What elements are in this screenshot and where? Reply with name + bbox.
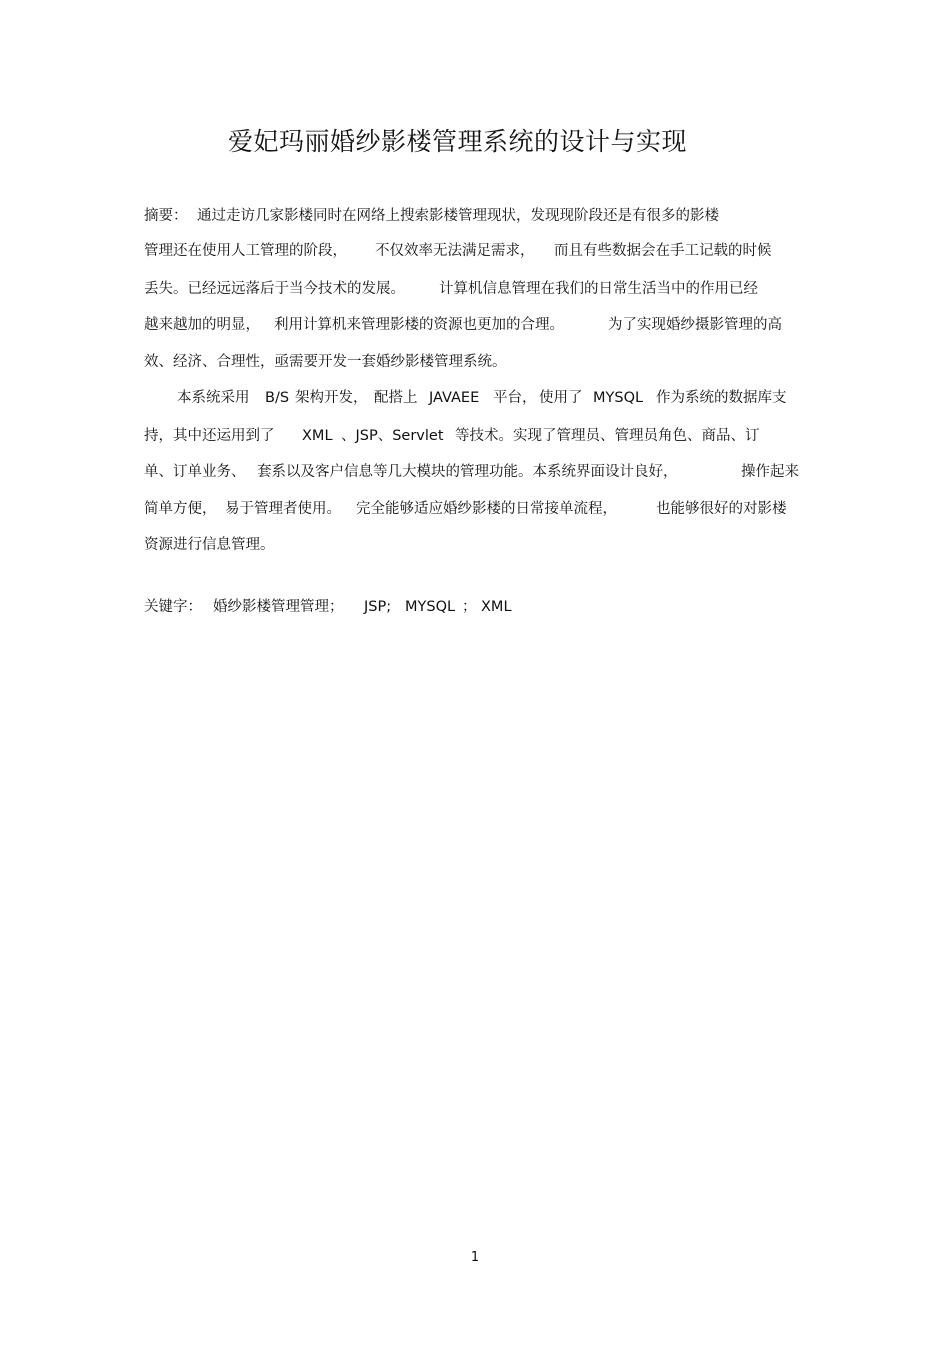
abstract-text: 通过走访几家影楼同时在网络上搜索影楼管理现状，发现现阶段还是有很多的影楼 [197,208,719,224]
body-text: XML [302,428,333,444]
body-text: 作为系统的数据库支 [656,390,787,406]
body-text: 简单方便， [144,501,217,517]
body-text: JAVAEE [429,390,480,406]
body-text: 等技术。实现了管理员、管理员角色、商品、订 [455,428,760,444]
abstract-text: 越来越加的明显， [144,317,260,333]
keyword: JSP; [364,599,392,615]
body-text: 配搭上 [374,390,418,406]
body-text: 资源进行信息管理。 [144,537,275,553]
body-text: 易于管理者使用。 [225,501,341,517]
abstract-text: 效、经济、合理性，亟需要开发一套婚纱影楼管理系统。 [144,354,507,370]
abstract-text: 不仅效率无法满足需求， [375,243,535,259]
body-text: 完全能够适应婚纱影楼的日常接单流程， [356,501,617,517]
body-text: 持，其中还运用到了 [144,428,275,444]
body-text: 本系统采用 [177,390,250,406]
abstract-text: 而且有些数据会在手工记载的时候 [554,243,772,259]
keyword: XML [481,599,512,615]
body-text: 、JSP、Servlet [341,428,444,444]
abstract-text: 计算机信息管理在我们的日常生活当中的作用已经 [439,281,758,297]
body-text: B/S [265,390,290,406]
keywords-label: 关键字： [144,599,202,615]
keyword: MYSQL [405,599,456,615]
body-text: 使用了 [539,390,583,406]
body-text: 操作起来 [741,464,799,480]
abstract-label: 摘要： [144,208,188,224]
keyword-separator: ； [462,599,477,615]
body-text: 套系以及客户信息等几大模块的管理功能。本系统界面设计良好， [257,464,678,480]
abstract-text: 为了实现婚纱摄影管理的高 [608,317,782,333]
abstract-text: 管理还在使用人工管理的阶段， [144,243,347,259]
body-text: 架构开发， [295,390,368,406]
abstract-text: 利用计算机来管理影楼的资源也更加的合理。 [274,317,564,333]
page-number: 1 [470,1250,480,1265]
abstract-text: 丢失。已经远远落后于当今技术的发展。 [144,281,405,297]
body-text: MYSQL [593,390,644,406]
body-text: 也能够很好的对影楼 [656,501,787,517]
keyword: 婚纱影楼管理管理； [213,599,344,615]
document-title: 爱妃玛丽婚纱影楼管理系统的设计与实现 [227,127,687,156]
body-text: 平台， [493,390,537,406]
body-text: 单、订单业务、 [144,464,246,480]
